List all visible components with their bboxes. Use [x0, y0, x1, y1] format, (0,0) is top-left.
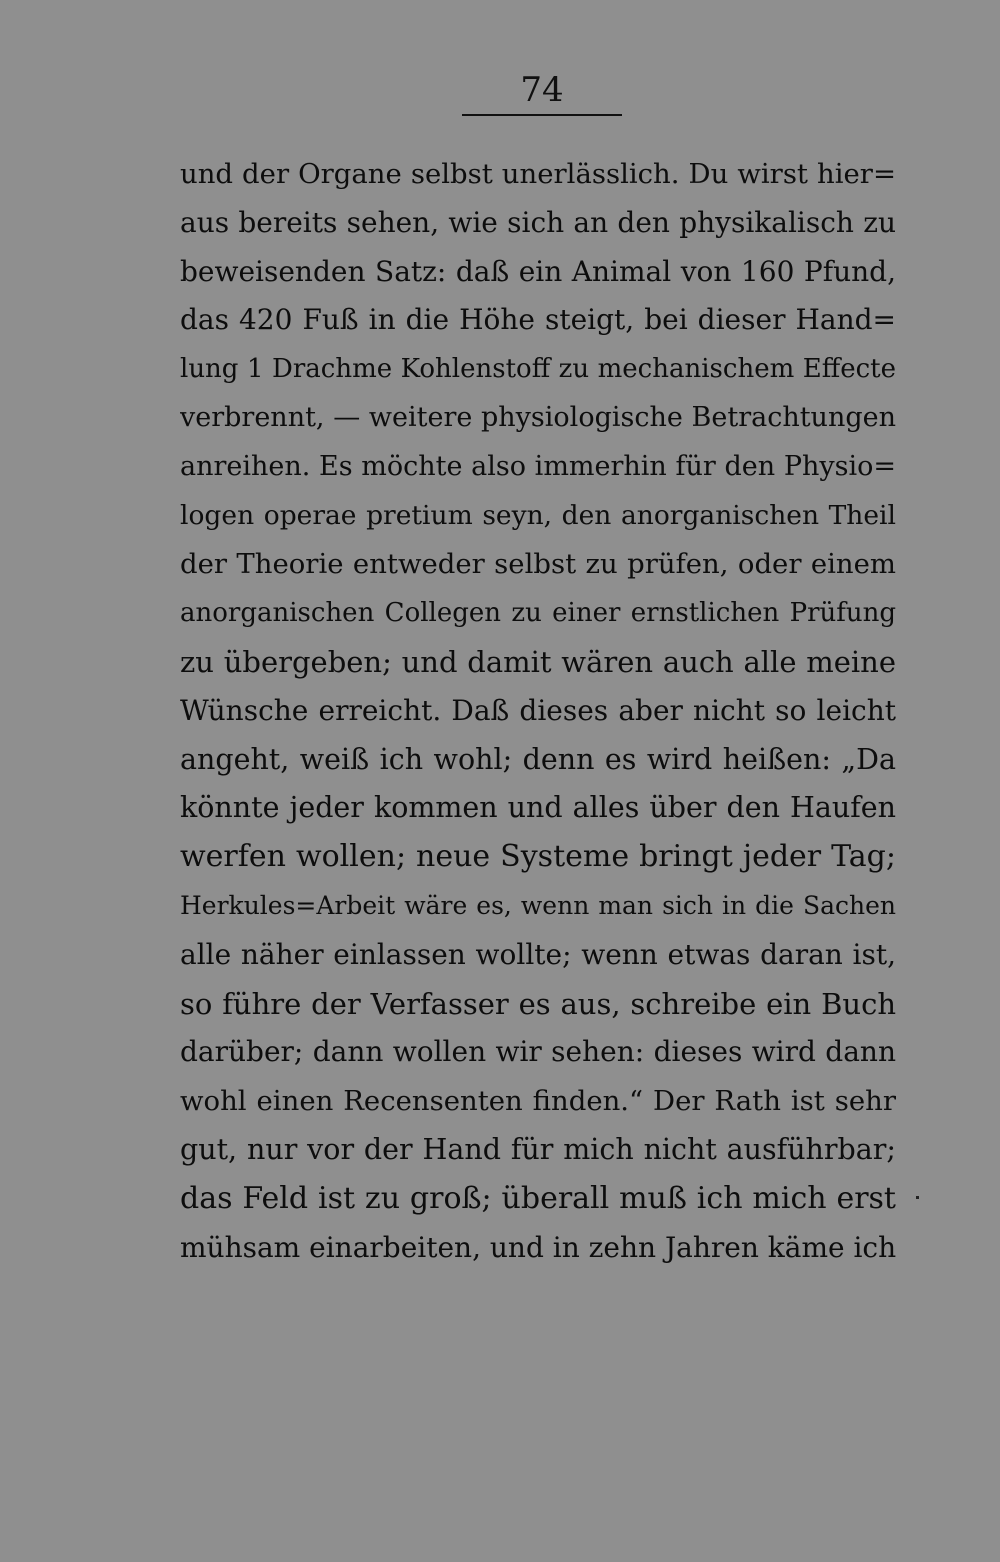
- text-line: zu übergeben; und damit wären auch alle meine: [180, 644, 896, 679]
- text-line: Wünsche erreicht. Daß dieses aber nicht so leicht: [180, 693, 896, 727]
- text-line: logen operae pretium seyn, den anorganischen Theil: [180, 499, 896, 531]
- text-line: wohl einen Recensenten finden.“ Der Rath ist sehr: [180, 1085, 896, 1118]
- text-line: so führe der Verfasser es aus, schreibe ein Buch: [180, 986, 896, 1021]
- text-line: anorganischen Collegen zu einer ernstlichen Prüfung: [180, 598, 896, 629]
- text-line: anreihen. Es möchte also immerhin für den Physio=: [180, 450, 896, 482]
- text-line: das Feld ist zu groß; überall muß ich mich erst: [180, 1180, 896, 1216]
- body-text: [180, 150, 896, 1272]
- text-line: Herkules=Arbeit wäre es, wenn man sich in die Sachen: [180, 890, 896, 920]
- page-number: 74: [520, 70, 564, 110]
- text-line: alle näher einlassen wollte; wenn etwas daran ist,: [180, 937, 896, 971]
- text-line: gut, nur vor der Hand für mich nicht ausführbar;: [180, 1132, 896, 1166]
- text-line: lung 1 Drachme Kohlenstoff zu mechanischem Effecte: [180, 354, 896, 385]
- text-line: und der Organe selbst unerlässlich. Du wirst hier=: [180, 158, 896, 190]
- text-line: beweisenden Satz: daß ein Animal von 160 Pfund,: [180, 254, 896, 288]
- text-line: das 420 Fuß in die Höhe steigt, bei dieser Hand=: [180, 303, 896, 337]
- text-line: verbrennt, — weitere physiologische Betrachtungen: [180, 401, 896, 433]
- scan-speck: [916, 1196, 919, 1199]
- text-line: angeht, weiß ich wohl; denn es wird heißen: „Da: [180, 742, 896, 776]
- text-line: darüber; dann wollen wir sehen: dieses wird dann: [180, 1035, 896, 1069]
- text-line: werfen wollen; neue Systeme bringt jeder Tag;: [180, 839, 896, 875]
- text-line: mühsam einarbeiten, und in zehn Jahren käme ich: [180, 1230, 896, 1264]
- text-line: aus bereits sehen, wie sich an den physikalisch zu: [180, 205, 896, 239]
- header-rule: [462, 114, 622, 116]
- text-line: könnte jeder kommen und alles über den Haufen: [180, 791, 896, 825]
- text-line: der Theorie entweder selbst zu prüfen, oder einem: [180, 548, 896, 581]
